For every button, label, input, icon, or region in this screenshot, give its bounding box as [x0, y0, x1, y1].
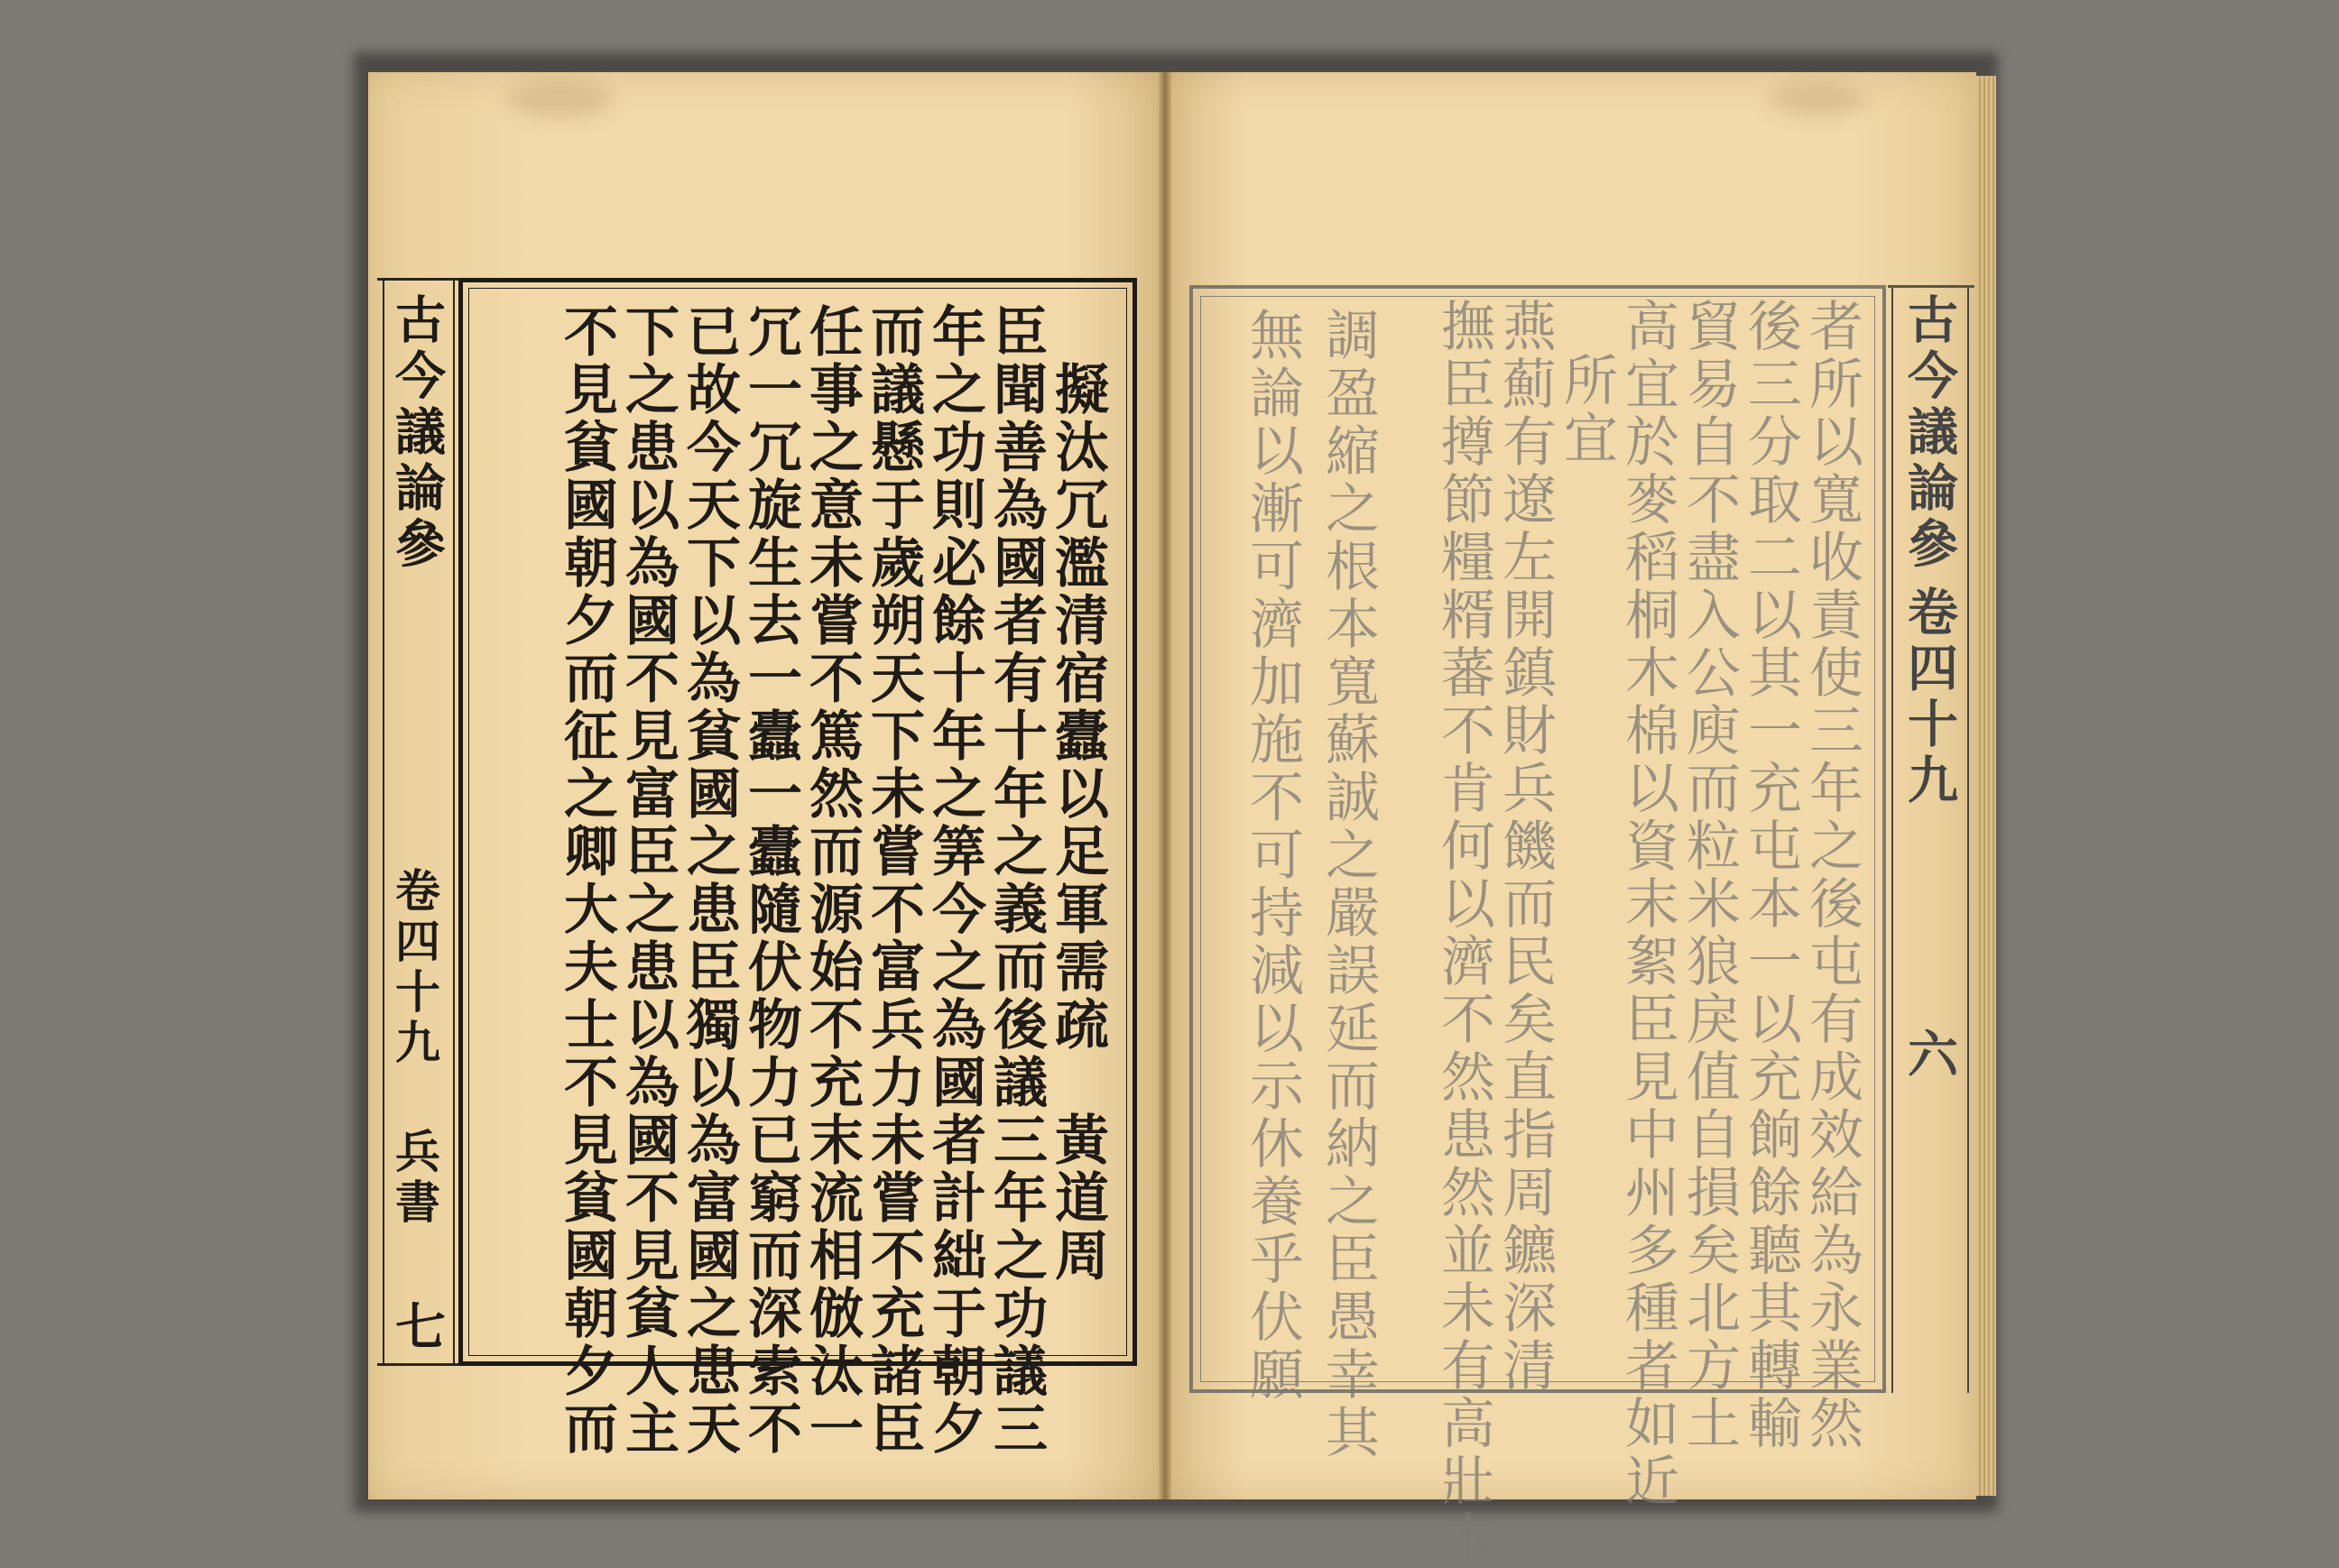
right-column-4: 高宜於麥稻桐木棉以資末絮臣見中州多種者如近 [1616, 298, 1679, 1510]
left-column-6: 冗一冗旋生去一蠹一蠹隨伏物力已窮而深索不 [739, 303, 802, 1458]
right-margin-page-number: 六 [1900, 1028, 1959, 1084]
left-column-7: 已故今天下以為貧國之患臣獨以為富國之患天 [678, 303, 741, 1458]
right-column-9: 無論以漸可濟加施不可持減以示休養乎伏願 [1241, 307, 1304, 1404]
left-column-2: 臣聞善為國者有十年之義而後議三年之功議三 [985, 303, 1048, 1458]
left-column-5: 任事之意未嘗不篤然而源始不充末流相倣汰一 [800, 303, 864, 1458]
right-column-2: 後三分取二以其一充屯本一以充餉餘聽其轉輸 [1739, 298, 1802, 1453]
left-margin-column [377, 278, 458, 1366]
margin-rule [1891, 288, 1893, 1393]
page-edges [1976, 76, 1996, 1496]
left-column-4: 而議懸于歲朔天下未嘗不富兵力未嘗不充諸臣 [862, 303, 925, 1458]
left-column-3: 年之功則必餘十年之筭今之為國者計絀于朝夕 [923, 303, 986, 1458]
right-margin-title: 古今議論參 [1900, 293, 1959, 573]
right-column-6: 燕薊有遼左開鎮財兵饑而民矣直指周鑣深清 [1493, 298, 1557, 1395]
right-column-8: 調盈縮之根本寬蘇誠之嚴誤延而納之臣愚幸其 [1317, 307, 1380, 1462]
right-margin-column [1888, 285, 1974, 1393]
left-column-9: 不見貧國朝夕而征之卿大夫士不見貧國朝夕而 [555, 303, 618, 1458]
margin-rule [453, 281, 455, 1363]
margin-rule [383, 281, 384, 1363]
right-column-7: 撫臣撙節糧糈蕃不肯何以濟不然患然並未有高壯木 [1432, 298, 1495, 1568]
left-margin-title: 古今議論參 [387, 293, 447, 573]
left-margin-volume: 卷四十九 兵書 [388, 867, 441, 1229]
right-margin-volume: 卷四十九 [1900, 586, 1959, 809]
paper-stain [1769, 83, 1868, 115]
right-column-5: 所宜 [1555, 352, 1618, 467]
left-margin-page-number: 七 [387, 1300, 447, 1356]
margin-rule [1967, 288, 1969, 1393]
paper-stain [505, 81, 614, 117]
left-column-1: 擬汰冗濫清宿蠹以足軍需疏 黃道周 [1046, 361, 1109, 1285]
book-gutter [1159, 72, 1171, 1499]
left-column-8: 下之患以為國不見富臣之患以為國不見貧人主 [616, 303, 680, 1458]
right-column-1: 者所以寬收責使三年之後屯有成效給為永業然 [1800, 298, 1863, 1453]
right-column-3: 貿易自不盡入公庾而粒米狼戾值自損矣北方土 [1678, 298, 1741, 1453]
